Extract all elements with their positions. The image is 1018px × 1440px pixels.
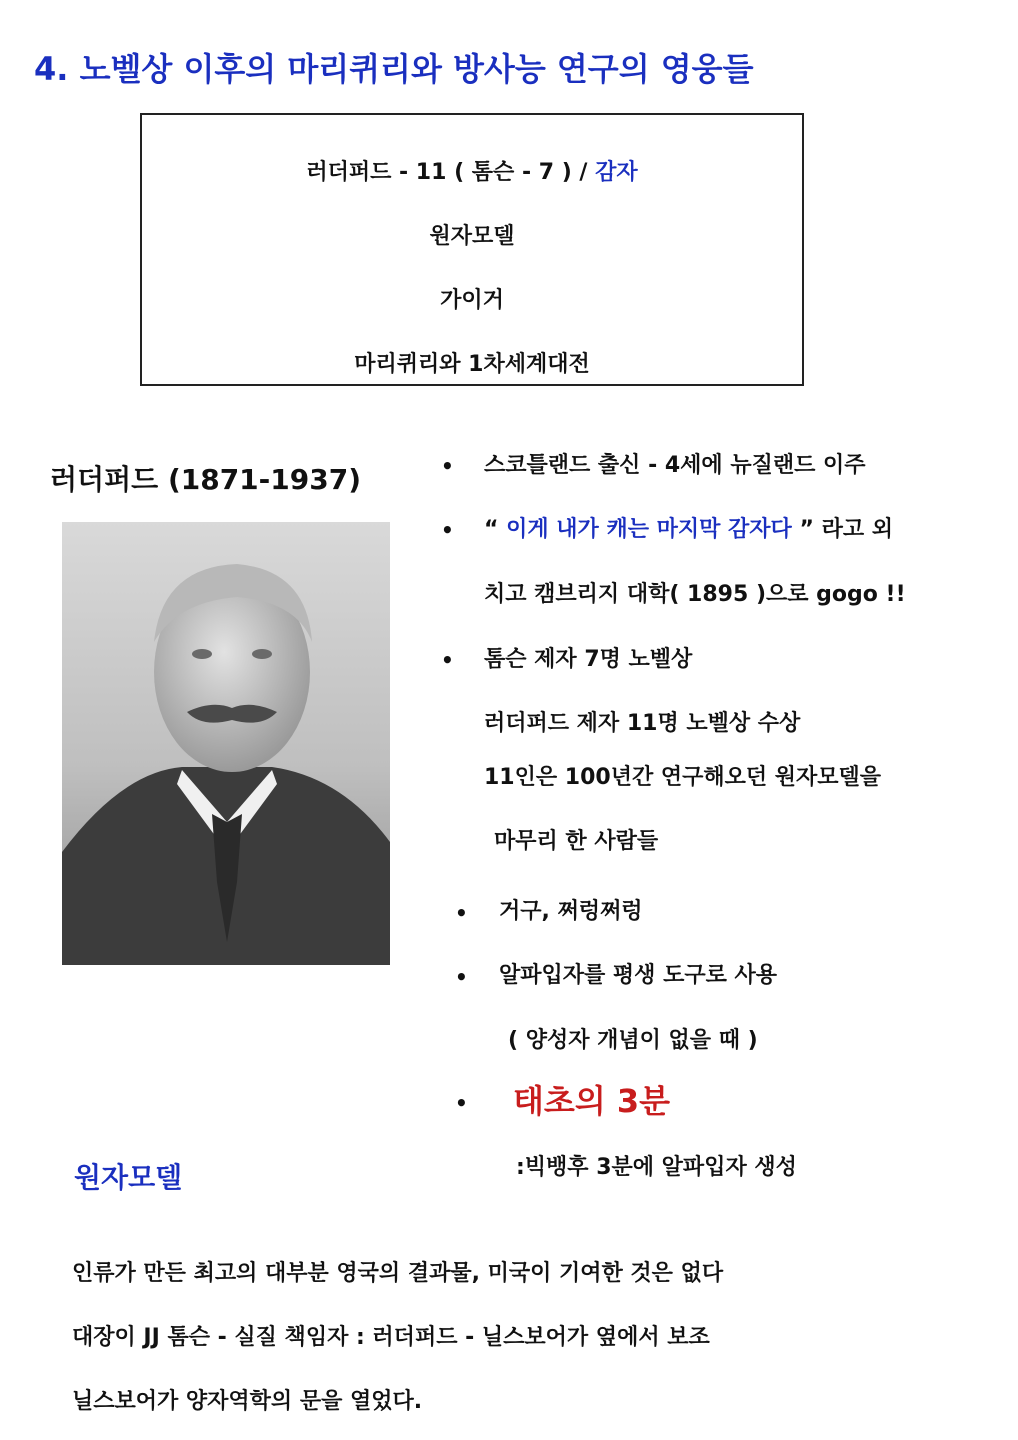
bullet-2-continuation: 치고 캠브리지 대학( 1895 )으로 gogo !!: [484, 582, 906, 607]
summary-line-1: [142, 155, 802, 186]
summary-box: [140, 113, 804, 386]
page-title: 4. 노벨상 이후의 마리퀴리와 방사능 연구의 영웅들: [34, 50, 754, 88]
bullet-marker: •: [455, 901, 468, 925]
bullet-2-open-quote: “: [484, 517, 499, 542]
portrait-photo: [62, 522, 390, 965]
paragraph-1: 인류가 만든 최고의 대부분 영국의 결과물, 미국이 기여한 것은 없다: [72, 1261, 724, 1286]
bullet-4-text: 거구, 쩌렁쩌렁: [499, 899, 643, 924]
bullet-3-text: 톰슨 제자 7명 노벨상: [484, 647, 693, 672]
bullet-1-text: 스코틀랜드 출신 - 4세에 뉴질랜드 이주: [484, 453, 866, 478]
bullet-2-text: [484, 512, 893, 543]
summary-line-3: 가이거: [440, 288, 504, 313]
bullet-2-rest: ” 라고 외: [799, 517, 893, 542]
bullet-5-continuation: ( 양성자 개념이 없을 때 ): [508, 1028, 758, 1053]
portrait-icon: [62, 522, 390, 965]
bullet-2-quote: 이게 내가 캐는 마지막 감자다: [498, 517, 800, 542]
bullet-6-continuation: :빅뱅후 3분에 알파입자 생성: [516, 1155, 797, 1180]
bullet-3-line-4: 마무리 한 사람들: [494, 829, 659, 854]
summary-line-1-text: 러더퍼드 - 11 ( 톰슨 - 7 ) /: [306, 160, 596, 185]
paragraph-2: 대장이 JJ 톰슨 - 실질 책임자 : 러더퍼드 - 닐스보어가 옆에서 보조: [72, 1325, 710, 1350]
bullet-marker: •: [441, 518, 454, 542]
person-name: 러더퍼드 (1871-1937): [50, 463, 362, 496]
bullet-6-heading: 태초의 3분: [513, 1082, 671, 1120]
bullet-marker: •: [441, 454, 454, 478]
summary-line-2: 원자모델: [429, 224, 515, 249]
summary-line-4: 마리퀴리와 1차세계대전: [354, 352, 590, 377]
bullet-3-line-2: 러더퍼드 제자 11명 노벨상 수상: [484, 711, 801, 736]
bullet-marker: •: [441, 648, 454, 672]
paragraph-3: 닐스보어가 양자역학의 문을 열었다.: [72, 1389, 423, 1414]
bullet-marker: •: [455, 965, 468, 989]
bullet-3-line-3: 11인은 100년간 연구해오던 원자모델을: [484, 765, 882, 790]
bullet-5-text: 알파입자를 평생 도구로 사용: [499, 963, 778, 988]
section-heading: 원자모델: [74, 1161, 183, 1194]
summary-line-1-highlight: 감자: [595, 160, 638, 185]
bullet-marker: •: [455, 1091, 468, 1115]
